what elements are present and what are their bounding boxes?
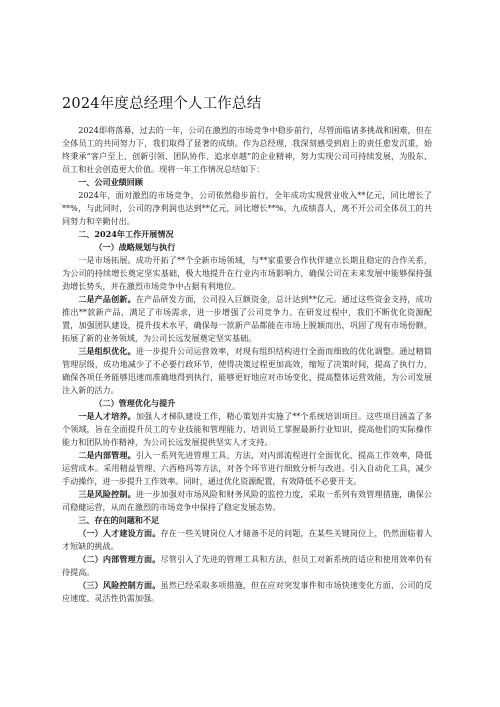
section-2-heading: 二、2024年工作开展情况 bbox=[78, 229, 174, 239]
paragraph-text: 虽然已经采取多项措施，但在应对突发事件和市场快速变化方面，公司的反应速度、灵活性仍需加强。 bbox=[62, 580, 432, 603]
paragraph-text: 在产品研发方面，公司投入巨额资金，总计达到**亿元。通过这些资金支持，成功推出**款新产品，满足了市场需求，进一步增强了公司竞争力。在研发过程中，我们不断优化资源配置，加强团队建设，提升技术水平，确保每一款新产品都能在市场上脱颖而出，巩固了现有市场份额，拓展了新的业务领域，为公司长远发展奠定坚实基础。 bbox=[62, 294, 432, 343]
paragraph-lead: 二是内部管理。 bbox=[78, 450, 136, 460]
section-3-paragraph-internal bbox=[62, 553, 432, 579]
paragraph-lead: 三是风险控制。 bbox=[78, 489, 136, 499]
section-2-paragraph-talent bbox=[62, 410, 432, 449]
section-2-paragraph-market: 一是市场拓展。成功开拓了**个全新市场领域，与**家重要合作伙伴建立长期且稳定的合作关系，为公司的持续增长奠定坚实基础，极大地提升在行业内市场影响力，确保公司在未来发展中能够保持强劲增长势头，并在激烈市场竞争中占据有利地位。 bbox=[62, 255, 432, 291]
section-2-paragraph-internal bbox=[62, 449, 432, 488]
section-2-subheading-2: （二）管理优化与提升 bbox=[94, 398, 176, 408]
paragraph-text: 进一步提升公司运营效率，对现有组织结构进行全面而细致的优化调整。通过精简管理层级，成功地减少了不必要行政环节，使得决策过程更加高效，缩短了决策时间，提高了执行力，确保各项任务能够迅速而准确地得到执行，能够更好地应对市场变化，提高整体运营效能，为公司发展注入新的活力。 bbox=[62, 346, 432, 395]
paragraph-lead: （二）内部管理方面。 bbox=[78, 554, 161, 564]
paragraph-text: 进一步加强对市场风险和财务风险的监控力度，采取一系列有效管理措施，确保公司稳健运营，从而在激烈的市场竞争中保持了稳定发展态势。 bbox=[62, 489, 432, 512]
section-3-heading: 三、存在的问题和不足 bbox=[78, 515, 160, 525]
section-1-heading: 一、公司业绩回顾 bbox=[78, 177, 143, 187]
section-2-subheading-1: （一）战略规划与执行 bbox=[94, 242, 176, 252]
intro-paragraph: 2024即将落幕，过去的一年，公司在激烈的市场竞争中稳步前行，尽管面临诸多挑战和困难，但在全体员工的共同努力下，我们取得了显著的成绩。作为总经理，我深刻感受到肩上的责任愈发沉重，始终秉承“客户至上、创新引领、团队协作、追求卓越”的企业精神，努力实现公司可持续发展，为股东、员工和社会创造更大价值。现将一年工作情况总结如下： bbox=[62, 125, 432, 174]
section-2-paragraph-product bbox=[62, 293, 432, 345]
paragraph-text: 存在一些关键岗位人才储备不足的问题，在某些关键岗位上，仍然面临着人才短缺的挑战。 bbox=[62, 528, 432, 551]
paragraph-text: 引入一系列先进管理工具、方法，对内部流程进行全面优化，提高工作效率，降低运营成本。采用精益管理、六西格玛等方法，对各个环节进行细致分析与改进。引入自动化工具，减少手动操作，进一步提升工作效率。同时，通过优化资源配置，有效降低不必要开支。 bbox=[62, 450, 432, 486]
paragraph-lead: 一是人才培养。 bbox=[78, 411, 136, 421]
section-3-paragraph-talent bbox=[62, 527, 432, 553]
paragraph-lead: （一）人才建设方面。 bbox=[78, 528, 161, 538]
paragraph-lead: 三是组织优化。 bbox=[78, 346, 136, 356]
section-2-paragraph-risk bbox=[62, 488, 432, 514]
paragraph-lead: （三）风险控制方面。 bbox=[78, 580, 161, 590]
document-body bbox=[62, 124, 432, 605]
paragraph-text: 尽管引入了先进的管理工具和方法，但员工对新系统的适应和使用效率仍有待提高。 bbox=[62, 554, 432, 577]
paragraph-text: 加强人才梯队建设工作，精心策划并实施了**个系统培训项目。这些项目涵盖了多个领域，旨在全面提升员工的专业技能和管理能力，培训员工掌握最新行业知识，提高他们的实际操作能力和团队协作精神，为公司长远发展提供坚实人才支持。 bbox=[62, 411, 432, 447]
section-2-paragraph-org bbox=[62, 345, 432, 397]
section-3-paragraph-risk bbox=[62, 579, 432, 605]
document-title: 2024年度总经理个人工作总结 bbox=[62, 96, 262, 112]
paragraph-lead: 二是产品创新。 bbox=[78, 294, 136, 304]
section-1-paragraph: 2024年，面对激烈的市场竞争，公司依然稳步前行，全年成功实现营业收入**亿元，同比增长了**%，与此同时，公司的净利润也达到**亿元，同比增长**%，九成绩喜人，离不开公司全体员工的共同努力和辛勤付出。 bbox=[62, 190, 432, 226]
